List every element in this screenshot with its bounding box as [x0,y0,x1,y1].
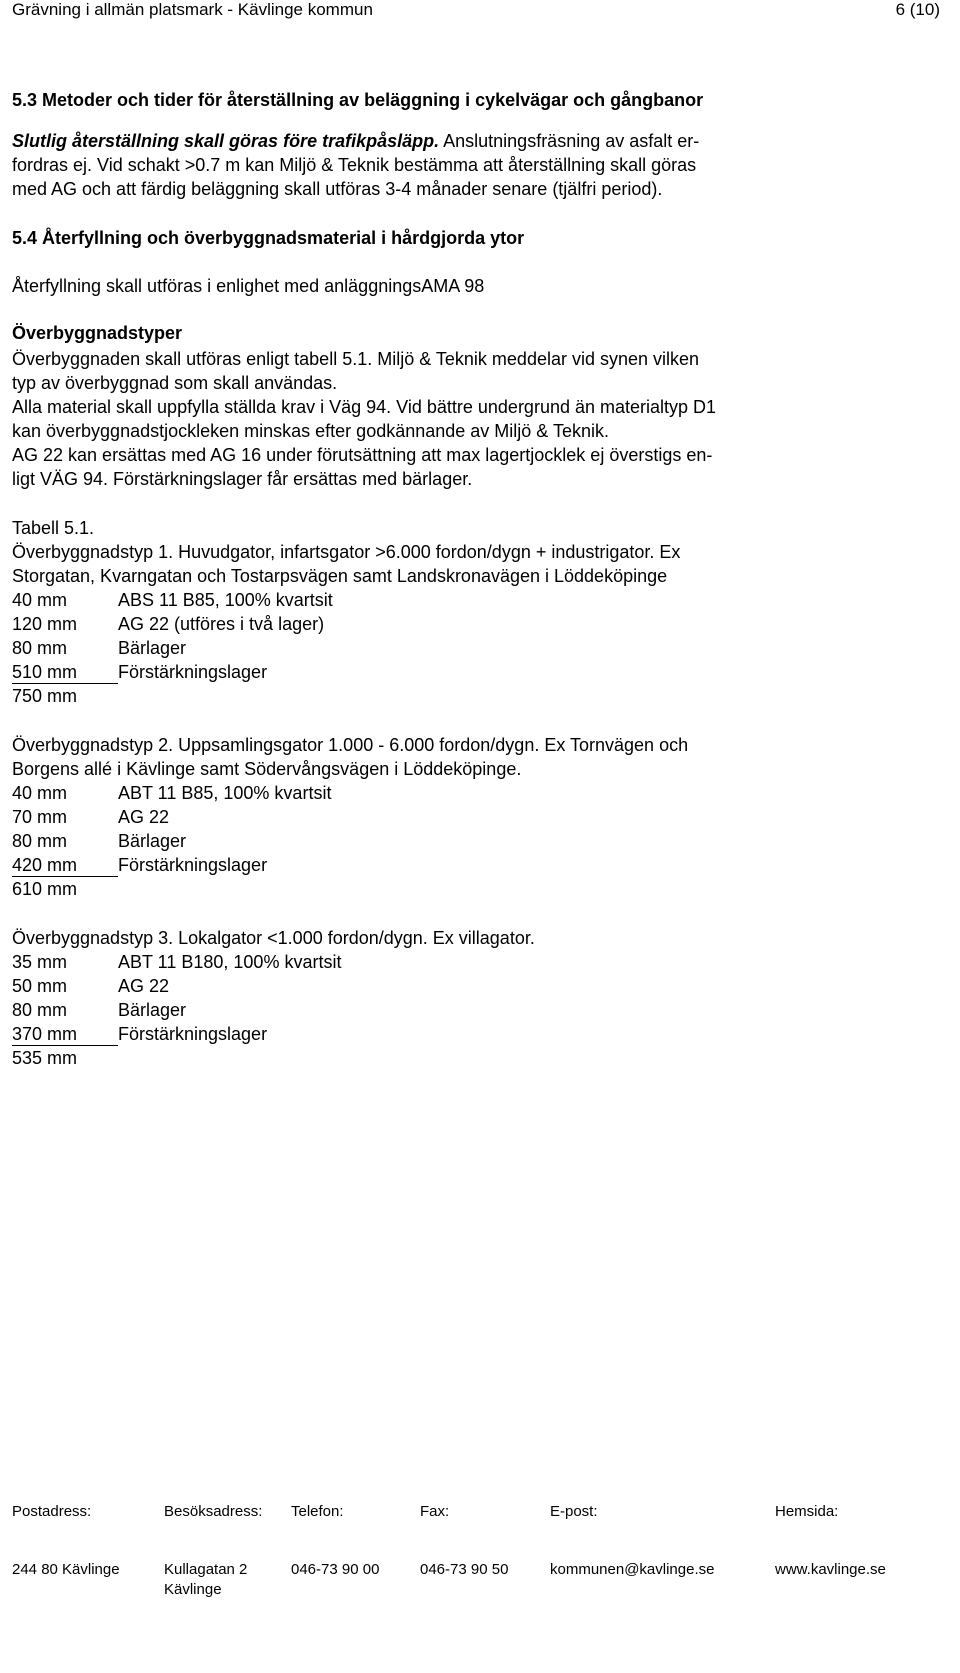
footer-besoksadress-city: Kävlinge [164,1581,222,1598]
layer-thickness: 120 mm [12,614,78,634]
layer-row [12,998,872,1022]
overbyggnad-line: ligt VÄG 94. Förstärkningslager får ersättas med bärlager. [12,469,473,489]
type-title-line: Storgatan, Kvarngatan och Tostarpsvägen samt Landskronavägen i Löddeköpinge [12,566,668,586]
layer-material: AG 22 [118,807,170,827]
footer-website-link[interactable]: www.kavlinge.se [775,1561,886,1578]
total-row [12,1046,872,1070]
section-5-3-heading: 5.3 Metoder och tider för återställning av beläggning i cykelvägar och gångbanor [12,90,704,110]
footer-besoksadress: Kullagatan 2 [164,1561,248,1578]
layer-row [12,974,872,998]
section-5-4-heading: 5.4 Återfyllning och överbyggnadsmaterial i hårdgjorda ytor [12,228,525,248]
section-5-3-line1: Anslutningsfräsning av asfalt er- [439,131,700,151]
section-5-3-line3: med AG och att färdig beläggning skall utföras 3-4 månader senare (tjälfri period). [12,179,663,199]
layer-thickness: 35 mm [12,952,68,972]
overbyggnad-line: Överbyggnaden skall utföras enligt tabell 5.1. Miljö & Teknik meddelar vid synen vilken [12,349,700,369]
type-title-line: Överbyggnadstyp 1. Huvudgator, infartsgator >6.000 fordon/dygn + industrigator. Ex [12,542,681,562]
type-title-line: Överbyggnadstyp 3. Lokalgator <1.000 fordon/dygn. Ex villagator. [12,928,535,948]
layer-thickness: 40 mm [12,590,68,610]
layer-row [12,950,872,974]
overbyggnad-type-3 [12,926,872,1070]
section-5-3-text [12,129,872,201]
layer-thickness: 40 mm [12,783,68,803]
layer-row [12,660,872,684]
footer-epost-label: E-post: [550,1503,598,1520]
layer-material: Förstärkningslager [118,855,268,875]
overbyggnad-text [12,347,872,491]
layer-thickness: 370 mm [12,1022,118,1046]
layer-thickness: 420 mm [12,853,118,877]
overbyggnad-line: typ av överbyggnad som skall användas. [12,373,338,393]
layer-material: Förstärkningslager [118,1024,268,1044]
page-number: 6 (10) [895,0,940,19]
overbyggnad-line: Alla material skall uppfylla ställda krav i Väg 94. Vid bättre undergrund än materialtyp D1 [12,397,717,417]
overbyggnad-heading: Överbyggnadstyper [12,323,183,343]
layer-material: AG 22 [118,976,170,996]
layer-material: Bärlager [118,638,187,658]
final-restoration-note: Slutlig återställning skall göras före trafikpåsläpp. [12,131,440,151]
layer-row [12,588,872,612]
section-5-3-line2: fordras ej. Vid schakt >0.7 m kan Miljö & Teknik bestämma att återställning skall göras [12,155,697,175]
footer-telefon: 046-73 90 00 [291,1561,380,1578]
page-header [12,0,948,24]
type-title-line: Borgens allé i Kävlinge samt Södervångsvägen i Löddeköpinge. [12,759,522,779]
layer-row [12,853,872,877]
layer-thickness: 50 mm [12,976,68,996]
backfill-text: Återfyllning skall utföras i enlighet med anläggningsAMA 98 [12,276,485,296]
overbyggnad-type-1 [12,540,872,708]
layer-material: ABT 11 B180, 100% kvartsit [118,952,342,972]
layer-thickness: 70 mm [12,807,68,827]
total-thickness: 750 mm [12,686,78,706]
document-title: Grävning i allmän platsmark - Kävlinge kommun [12,0,373,19]
layer-material: Förstärkningslager [118,662,268,682]
layer-row [12,805,872,829]
layer-thickness: 510 mm [12,660,118,684]
footer-fax: 046-73 90 50 [420,1561,509,1578]
total-row [12,877,872,901]
layer-material: Bärlager [118,1000,187,1020]
layer-material: ABS 11 B85, 100% kvartsit [118,590,333,610]
table-label: Tabell 5.1. [12,518,95,538]
document-body [12,88,872,1070]
footer-postadress-label: Postadress: [12,1503,92,1520]
layer-row [12,781,872,805]
footer-postadress: 244 80 Kävlinge [12,1561,120,1578]
footer-email-link[interactable]: kommunen@kavlinge.se [550,1561,715,1578]
footer-hemsida-label: Hemsida: [775,1503,839,1520]
layer-thickness: 80 mm [12,1000,68,1020]
total-thickness: 610 mm [12,879,78,899]
overbyggnad-type-2 [12,733,872,901]
layer-thickness: 80 mm [12,831,68,851]
layer-row [12,1022,872,1046]
type-title-line: Överbyggnadstyp 2. Uppsamlingsgator 1.000 - 6.000 fordon/dygn. Ex Tornvägen och [12,735,689,755]
total-thickness: 535 mm [12,1048,78,1068]
layer-material: AG 22 (utföres i två lager) [118,614,325,634]
footer-telefon-label: Telefon: [291,1503,344,1520]
footer-fax-label: Fax: [420,1503,450,1520]
overbyggnad-line: AG 22 kan ersättas med AG 16 under förutsättning att max lagertjocklek ej överstigs en- [12,445,713,465]
total-row [12,684,872,708]
layer-material: ABT 11 B85, 100% kvartsit [118,783,332,803]
layer-row [12,829,872,853]
layer-row [12,636,872,660]
layer-row [12,612,872,636]
layer-thickness: 80 mm [12,638,68,658]
layer-material: Bärlager [118,831,187,851]
overbyggnad-line: kan överbyggnadstjockleken minskas efter godkännande av Miljö & Teknik. [12,421,610,441]
footer-besoksadress-label: Besöksadress: [164,1503,263,1520]
